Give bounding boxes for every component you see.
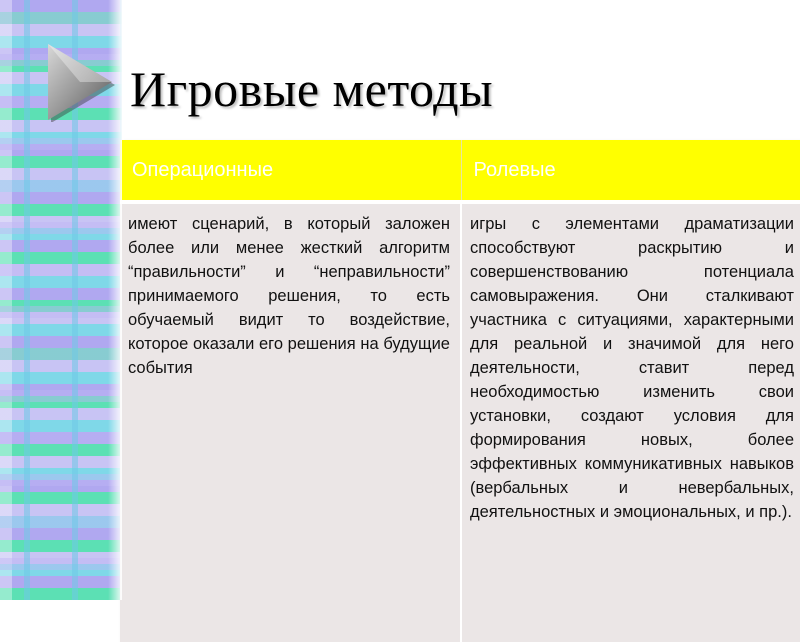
table-row xyxy=(120,202,800,642)
play-arrow-icon xyxy=(42,42,116,122)
methods-table xyxy=(120,140,800,642)
page-title: Игровые методы xyxy=(130,61,494,117)
cell-role-description: игры с элементами драматизации способствуют раскрытию и совершенствованию потенциала самовыражения. Они сталкивают участника с ситуациями, характерными для реальной и значимой для него деятельности, ставит перед необходимостью изменить свои установки, создают условия для формирования новых, более эффективных коммуникативных навыков (вербальных и невербальных, деятельностных и эмоциональных, и пр.). xyxy=(461,202,800,642)
column-header-role: Ролевые xyxy=(461,140,800,202)
column-header-operational: Операционные xyxy=(120,140,461,202)
table-header-row xyxy=(120,140,800,202)
cell-operational-description: имеют сценарий, в который заложен более или менее жесткий алгоритм “правильности” и “неправильности” принимаемого решения, то есть обучаемый видит то воздействие, которое оказали его решения на будущие события xyxy=(120,202,461,642)
